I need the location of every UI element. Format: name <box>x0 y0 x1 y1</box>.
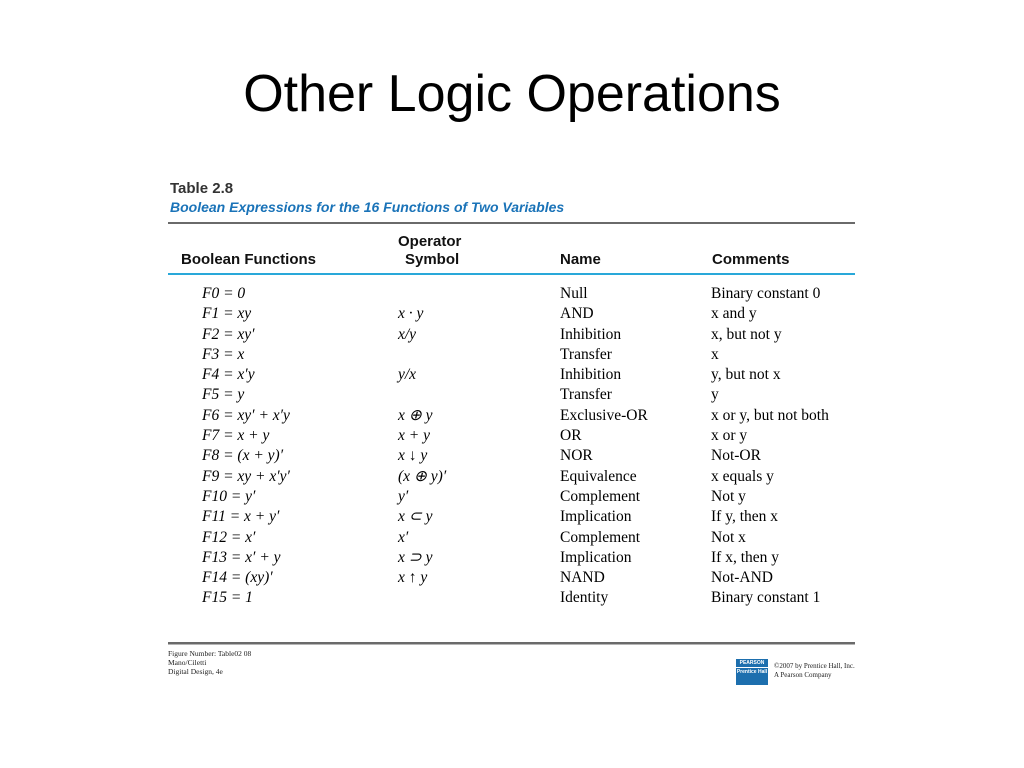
cell-boolean-function: F5 = y <box>202 386 245 404</box>
cell-name: Implication <box>560 548 632 566</box>
header-operator-line2: Symbol <box>405 251 460 268</box>
cell-comment: Not y <box>711 487 746 505</box>
cell-boolean-function: F9 = xy + x′y′ <box>202 467 290 485</box>
table-row <box>168 406 858 426</box>
cell-comment: Not-OR <box>711 447 761 465</box>
table-figure <box>168 178 858 688</box>
cell-name: NAND <box>560 569 605 587</box>
figure-book: Digital Design, 4e <box>168 667 223 676</box>
header-name: Name <box>560 251 601 268</box>
cell-name: Null <box>560 285 588 302</box>
copyright <box>774 662 855 680</box>
cell-name: Implication <box>560 508 632 526</box>
table-row <box>168 284 858 304</box>
cell-operator-symbol: y′ <box>398 487 409 505</box>
cell-comment: x equals y <box>711 467 774 485</box>
cell-comment: x, but not y <box>711 325 782 343</box>
cell-comment: Not-AND <box>711 569 773 587</box>
figure-authors: Mano/Ciletti <box>168 658 207 667</box>
table-row <box>168 528 858 548</box>
table-row <box>168 385 858 405</box>
pearson-logo <box>736 659 768 685</box>
figure-number: Figure Number: Table02 08 <box>168 649 252 658</box>
cell-comment: x and y <box>711 305 757 323</box>
cell-comment: Not x <box>711 528 746 546</box>
cell-operator-symbol: y/x <box>398 366 417 384</box>
cell-comment: If x, then y <box>711 548 780 566</box>
table-body <box>168 284 858 609</box>
cell-boolean-function: F0 = 0 <box>202 285 246 302</box>
cell-comment: Binary constant 1 <box>711 589 821 607</box>
cell-boolean-function: F4 = x′y <box>202 366 255 384</box>
cell-boolean-function: F1 = xy <box>202 305 252 323</box>
cell-boolean-function: F12 = x′ <box>202 528 256 546</box>
cell-name: Exclusive-OR <box>560 406 648 424</box>
header-boolean-functions: Boolean Functions <box>181 251 316 268</box>
table-number: Table 2.8 <box>170 180 234 197</box>
cell-operator-symbol: (x ⊕ y)′ <box>398 467 447 485</box>
table-row <box>168 588 858 608</box>
table-row <box>168 467 858 487</box>
cell-operator-symbol: x · y <box>398 305 424 323</box>
logo-text-pearson: PEARSON <box>736 659 768 668</box>
table-caption: Boolean Expressions for the 16 Functions of Two Variables <box>170 199 565 215</box>
cell-name: Inhibition <box>560 366 622 384</box>
cell-boolean-function: F13 = x′ + y <box>202 548 281 566</box>
cell-name: Transfer <box>560 345 612 363</box>
company-line: A Pearson Company <box>774 671 832 679</box>
cell-name: Equivalence <box>560 467 637 485</box>
table-row <box>168 426 858 446</box>
cell-comment: x <box>711 345 719 363</box>
cell-comment: Binary constant 0 <box>711 285 821 302</box>
logo-text-prentice-hall: Prentice Hall <box>736 669 768 675</box>
table-row <box>168 548 858 568</box>
table-row <box>168 304 858 324</box>
header-operator-line1: Operator <box>398 233 462 250</box>
cell-name: Transfer <box>560 386 612 404</box>
figure-metadata <box>168 649 251 676</box>
cell-name: AND <box>560 305 594 323</box>
cell-boolean-function: F7 = x + y <box>202 427 270 445</box>
cell-name: Complement <box>560 528 641 546</box>
cell-boolean-function: F8 = (x + y)′ <box>202 447 284 465</box>
cell-operator-symbol: x′ <box>398 528 409 546</box>
table-row <box>168 568 858 588</box>
copyright-line: ©2007 by Prentice Hall, Inc. <box>774 662 855 670</box>
cell-name: Inhibition <box>560 325 622 343</box>
table-header-rule <box>168 273 855 275</box>
cell-boolean-function: F3 = x <box>202 345 245 363</box>
cell-comment: If y, then x <box>711 508 779 526</box>
cell-name: NOR <box>560 447 593 465</box>
cell-operator-symbol: x + y <box>398 427 430 445</box>
cell-boolean-function: F2 = xy′ <box>202 325 255 343</box>
cell-boolean-function: F14 = (xy)′ <box>202 569 273 587</box>
table-row <box>168 345 858 365</box>
table-top-rule <box>168 222 855 224</box>
cell-operator-symbol: x ⊕ y <box>398 406 433 424</box>
cell-comment: y <box>711 386 719 404</box>
cell-comment: x or y <box>711 427 748 445</box>
cell-boolean-function: F15 = 1 <box>202 589 253 607</box>
table-row <box>168 325 858 345</box>
table-row <box>168 507 858 527</box>
cell-name: Identity <box>560 589 609 607</box>
cell-name: OR <box>560 427 582 445</box>
cell-comment: x or y, but not both <box>711 406 829 424</box>
cell-operator-symbol: x ⊃ y <box>398 548 433 566</box>
cell-name: Complement <box>560 487 641 505</box>
cell-operator-symbol: x ⊂ y <box>398 508 433 526</box>
header-comments: Comments <box>712 251 790 268</box>
cell-boolean-function: F6 = xy′ + x′y <box>202 406 290 424</box>
table-row <box>168 365 858 385</box>
cell-boolean-function: F10 = y′ <box>202 487 256 505</box>
cell-operator-symbol: x ↓ y <box>398 447 428 465</box>
slide-title: Other Logic Operations <box>243 65 781 123</box>
table-row <box>168 487 858 507</box>
cell-comment: y, but not x <box>711 366 781 384</box>
cell-operator-symbol: x ↑ y <box>398 569 428 587</box>
cell-operator-symbol: x/y <box>398 325 417 343</box>
table-row <box>168 446 858 466</box>
cell-boolean-function: F11 = x + y′ <box>202 508 280 526</box>
table-bottom-rule-thin <box>168 644 855 645</box>
